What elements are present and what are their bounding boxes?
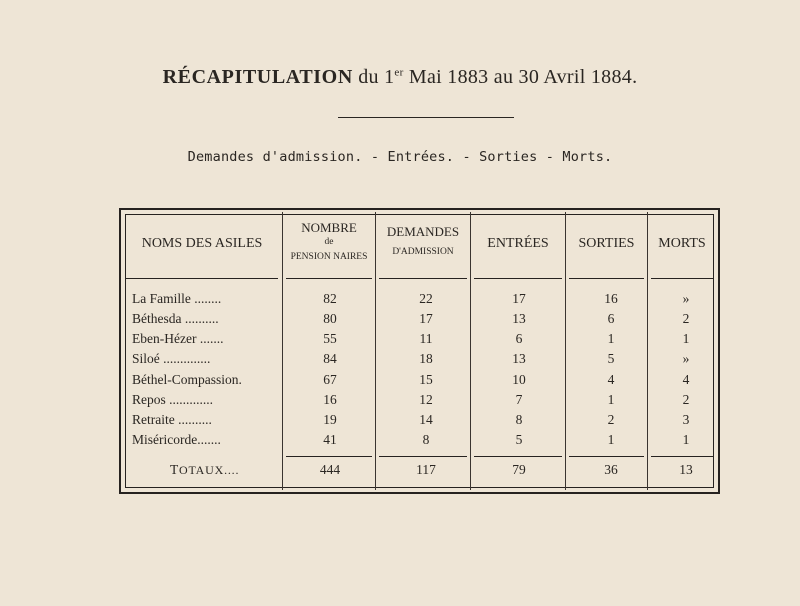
title-rest: Mai 1883 au 30 Avril 1884.: [408, 66, 638, 88]
asile-name: Miséricorde.......: [132, 432, 221, 447]
cell-morts: 1: [682, 331, 690, 346]
asile-name: La Famille ........: [132, 291, 222, 306]
asile-name: Béthel-Compassion.: [132, 372, 242, 387]
page-title: [0, 66, 800, 89]
total-demandes: 117: [416, 462, 436, 477]
header-entrees: ENTRÉES: [487, 236, 549, 251]
cell-pension: 80: [323, 311, 337, 326]
total-pension: 444: [319, 462, 341, 477]
cell-sorties: 16: [604, 291, 618, 306]
totals-label-rest: OTAUX....: [179, 463, 240, 477]
cell-pension: 67: [323, 372, 337, 387]
totals-label-cap: T: [170, 462, 180, 477]
cell-morts: 4: [682, 372, 690, 387]
cell-demandes: 8: [422, 432, 430, 447]
asile-name: Repos .............: [132, 392, 213, 407]
totals-rule: [474, 456, 562, 457]
cell-sorties: 1: [607, 432, 615, 447]
cell-sorties: 5: [607, 351, 615, 366]
cell-pension: 16: [323, 392, 337, 407]
title-lead: RÉCAPITULATION: [162, 66, 353, 88]
cell-entrees: 13: [512, 351, 526, 366]
cell-entrees: 17: [512, 291, 526, 306]
cell-morts: 2: [682, 311, 690, 326]
cell-entrees: 13: [512, 311, 526, 326]
header-nombre: [284, 220, 374, 265]
asile-name: Béthesda ..........: [132, 311, 219, 326]
header-underline: [379, 278, 467, 279]
header-demandes-top: DEMANDES: [386, 224, 460, 239]
header-noms: NOMS DES ASILES: [141, 236, 263, 251]
total-morts: 13: [679, 462, 693, 477]
cell-sorties: 1: [607, 392, 615, 407]
cell-entrees: 6: [515, 331, 523, 346]
header-nombre-mid: de: [324, 237, 334, 247]
cell-pension: 82: [323, 291, 337, 306]
totals-label: [170, 462, 239, 478]
header-nombre-bot: PENSION NAIRES: [290, 252, 368, 262]
cell-pension: 84: [323, 351, 337, 366]
cell-sorties: 6: [607, 311, 615, 326]
header-underline: [126, 278, 278, 279]
title-du: du 1: [358, 66, 395, 88]
column-divider: [647, 212, 648, 490]
cell-demandes: 18: [419, 351, 433, 366]
header-nombre-top: NOMBRE: [301, 220, 357, 235]
cell-demandes: 17: [419, 311, 433, 326]
header-underline: [474, 278, 562, 279]
totals-rule: [651, 456, 713, 457]
cell-demandes: 14: [419, 412, 433, 427]
header-demandes: [377, 224, 469, 260]
cell-demandes: 15: [419, 372, 433, 387]
cell-pension: 55: [323, 331, 337, 346]
cell-morts: »: [682, 351, 690, 366]
totals-rule: [379, 456, 467, 457]
cell-sorties: 2: [607, 412, 615, 427]
cell-morts: 1: [682, 432, 690, 447]
asile-name: Eben-Hézer .......: [132, 331, 224, 346]
total-sorties: 36: [604, 462, 618, 477]
header-underline: [286, 278, 372, 279]
header-underline: [569, 278, 644, 279]
column-divider: [470, 212, 471, 490]
cell-demandes: 22: [419, 291, 433, 306]
column-divider: [375, 212, 376, 490]
cell-morts: 2: [682, 392, 690, 407]
asile-name: Siloé ..............: [132, 351, 211, 366]
total-entrees: 79: [512, 462, 526, 477]
header-demandes-bot: D'ADMISSION: [392, 247, 454, 257]
cell-entrees: 5: [515, 432, 523, 447]
cell-entrees: 10: [512, 372, 526, 387]
header-morts: MORTS: [658, 236, 706, 251]
cell-demandes: 11: [419, 331, 433, 346]
totals-rule: [286, 456, 372, 457]
cell-morts: »: [682, 291, 690, 306]
cell-pension: 41: [323, 432, 337, 447]
cell-entrees: 7: [515, 392, 523, 407]
header-sorties: SORTIES: [578, 236, 635, 251]
cell-entrees: 8: [515, 412, 523, 427]
cell-pension: 19: [323, 412, 337, 427]
column-divider: [282, 212, 283, 490]
page-subtitle: Demandes d'admission. - Entrées. - Sorties - Morts.: [187, 149, 613, 165]
cell-demandes: 12: [419, 392, 433, 407]
title-divider: [338, 117, 514, 118]
header-underline: [651, 278, 713, 279]
asile-name: Retraite ..........: [132, 412, 212, 427]
cell-morts: 3: [682, 412, 690, 427]
title-ordinal: er: [394, 66, 404, 79]
totals-rule: [569, 456, 644, 457]
cell-sorties: 1: [607, 331, 615, 346]
cell-sorties: 4: [607, 372, 615, 387]
column-divider: [565, 212, 566, 490]
